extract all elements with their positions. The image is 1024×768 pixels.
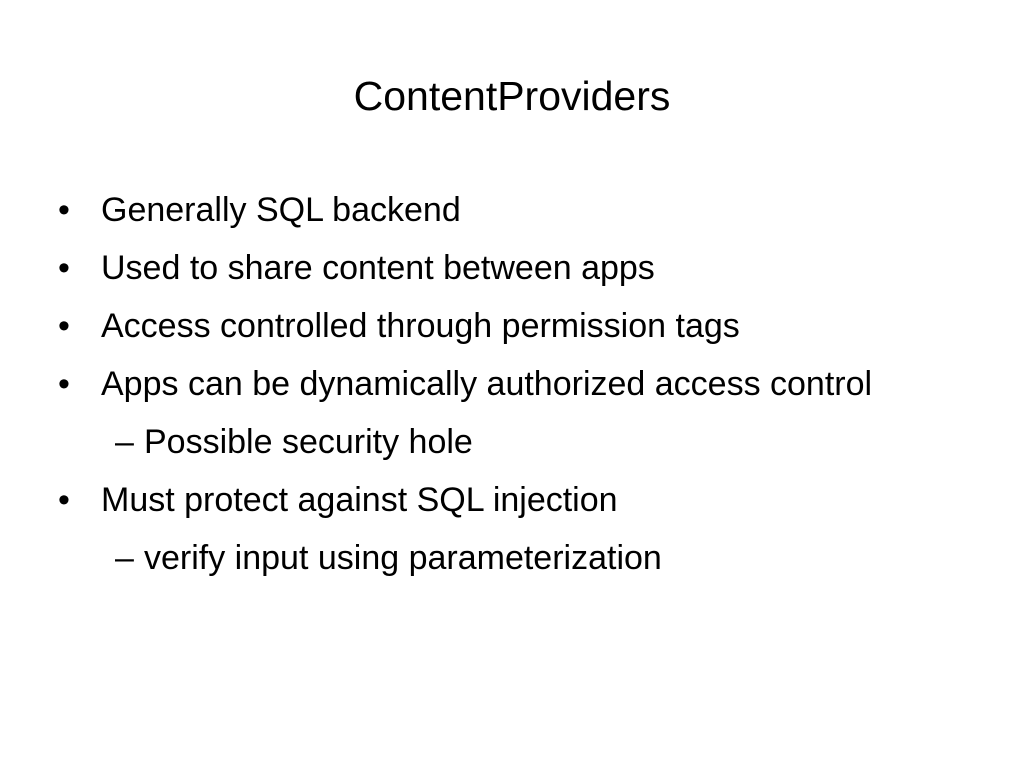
sub-bullet-item	[58, 419, 958, 465]
bullet-item	[58, 361, 958, 465]
sub-bullet-text: verify input using parameterization	[144, 539, 662, 577]
bullet-text: Access controlled through permission tags	[101, 307, 740, 345]
bullet-text: Must protect against SQL injection	[101, 481, 618, 519]
bullet-text: Used to share content between apps	[101, 249, 655, 287]
bullet-marker: •	[58, 481, 70, 519]
bullet-item	[58, 477, 958, 581]
sub-bullet-marker: –	[115, 539, 134, 577]
bullet-list	[58, 187, 958, 593]
bullet-marker: •	[58, 191, 70, 229]
bullet-text: Apps can be dynamically authorized access control	[101, 365, 873, 403]
bullet-item	[58, 245, 958, 291]
bullet-marker: •	[58, 249, 70, 287]
sub-bullet-marker: –	[115, 423, 134, 461]
sub-bullet-item	[58, 535, 958, 581]
bullet-marker: •	[58, 365, 70, 403]
bullet-item	[58, 303, 958, 349]
sub-bullet-text: Possible security hole	[144, 423, 473, 461]
bullet-text: Generally SQL backend	[101, 191, 461, 229]
bullet-marker: •	[58, 307, 70, 345]
bullet-item	[58, 187, 958, 233]
slide-title: ContentProviders	[353, 73, 671, 119]
